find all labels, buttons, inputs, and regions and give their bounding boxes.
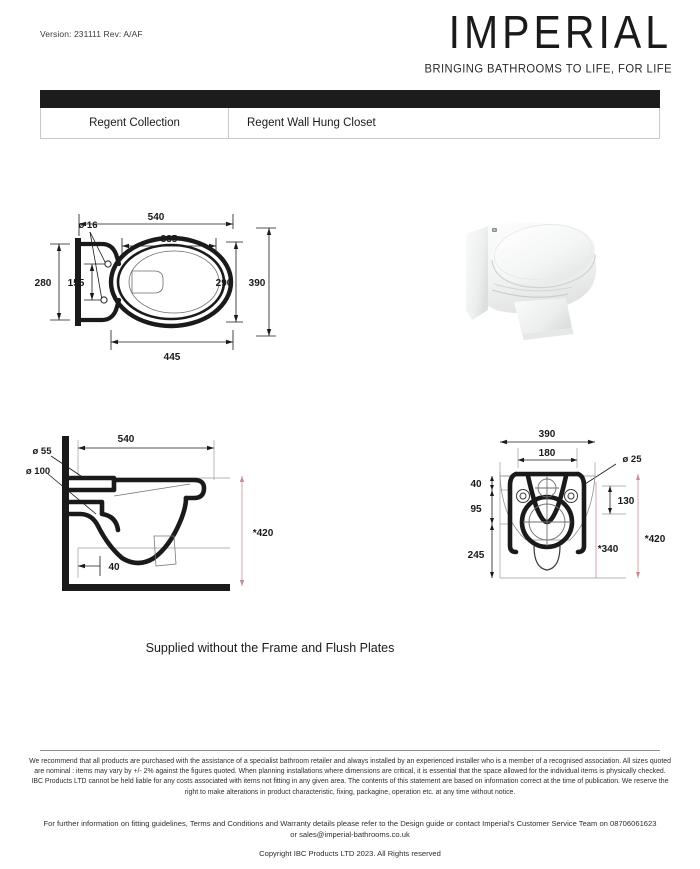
copyright-notice: Copyright IBC Products LTD 2023. All Rights reserved xyxy=(259,849,441,858)
plan-dim-280: 280 xyxy=(34,278,52,289)
front-dim-40: 40 xyxy=(470,479,482,490)
brand-wordmark: IMPERIAL xyxy=(448,6,672,59)
supply-note xyxy=(0,641,700,655)
side-dim-40: 40 xyxy=(108,562,120,573)
front-dim-245: 245 xyxy=(467,550,485,561)
legal-disclaimer: We recommend that all products are purchased with the assistance of a specialist bathroom retailer and always installed by an experienced installer who is a member of a recognised association. All sizes quoted are nominal : items may vary by +/- 2% against the figures quoted. When planning installations where dimensions are critical, it is essential that the space allowed for the individual items is physically checked. IBC Products LTD cannot be held liable for any costs associated with items not fitting in any given area. The contents of this statement are based on information correct at the time of publication. We reserve the right to make alterations in product characteristic, fixing, packagine, operation etc. at any time without notice. xyxy=(29,758,671,796)
plan-dim-390: 390 xyxy=(248,278,266,289)
plan-dim-bolt-dia: ø 16 xyxy=(78,220,98,231)
contact-info: For further information on fitting guidelines, Terms and Conditions and Warranty details please refer to the Design guide or contact Imperial's Customer Service Team on 08706061623 or sales@imperial-bathrooms.co.uk xyxy=(43,819,657,839)
product-name-cell: Regent Wall Hung Closet xyxy=(247,117,376,129)
front-dim-340: *340 xyxy=(597,544,619,555)
product-render xyxy=(448,198,638,343)
brand-logo xyxy=(402,6,672,76)
footer-divider xyxy=(40,750,660,751)
brand-tagline: BRINGING BATHROOMS TO LIFE, FOR LIFE xyxy=(424,63,672,76)
title-table xyxy=(40,108,660,139)
floor-line xyxy=(62,584,230,591)
front-view-drawing xyxy=(450,418,670,618)
side-dim-540: 540 xyxy=(117,434,135,445)
side-dim-flush-inlet: ø 55 xyxy=(32,446,52,457)
plan-dim-155: 155 xyxy=(67,278,85,289)
front-dim-180: 180 xyxy=(538,448,556,459)
plan-dim-335: 335 xyxy=(160,234,178,245)
side-view-drawing xyxy=(18,418,288,618)
plan-dim-445: 445 xyxy=(163,352,181,363)
supply-note-text: Supplied without the Frame and Flush Plates xyxy=(145,641,395,655)
collection-cell: Regent Collection xyxy=(41,108,229,138)
front-dim-95: 95 xyxy=(470,504,482,515)
plan-dim-290: 290 xyxy=(215,278,233,289)
side-dim-soil-outlet: ø 100 xyxy=(25,466,51,477)
front-dim-420: *420 xyxy=(644,534,666,545)
front-dim-390: 390 xyxy=(538,429,556,440)
plan-view-drawing xyxy=(28,180,318,380)
plan-dim-540: 540 xyxy=(147,212,165,223)
version-label: Version: 231111 Rev: A/AF xyxy=(40,29,143,39)
side-dim-420: *420 xyxy=(252,528,274,539)
front-dim-bolt-dia: ø 25 xyxy=(622,454,642,465)
front-dim-130: 130 xyxy=(617,496,635,507)
title-black-bar xyxy=(40,90,660,108)
